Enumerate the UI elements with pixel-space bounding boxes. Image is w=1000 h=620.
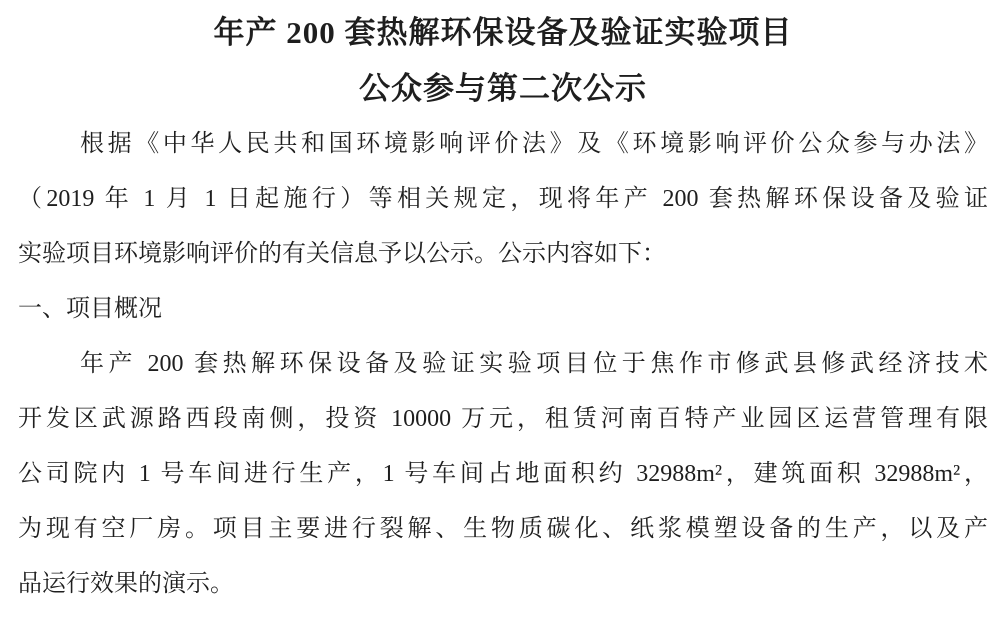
paragraph1-line-2: （2019 年 1 月 1 日起施行）等相关规定，现将年产 200 套热解环保设备及验证	[18, 186, 988, 212]
paragraph2-line-4: 为现有空厂房。项目主要进行裂解、生物质碳化、纸浆模塑设备的生产，以及产	[18, 516, 988, 542]
document-title-line-2: 公众参与第二次公示	[359, 71, 647, 106]
section1-heading: 一、项目概况	[18, 296, 162, 322]
paragraph2-line-3: 公司院内 1 号车间进行生产，1 号车间占地面积约 32988m²，建筑面积 32988m²，	[18, 461, 988, 487]
document-title-line-1: 年产 200 套热解环保设备及验证实验项目	[213, 15, 793, 50]
paragraph2-line-2: 开发区武源路西段南侧，投资 10000 万元，租赁河南百特产业园区运营管理有限	[18, 406, 988, 432]
paragraph2-line-1: 年产 200 套热解环保设备及验证实验项目位于焦作市修武县修武经济技术	[80, 351, 988, 377]
paragraph2-line-5: 品运行效果的演示。	[18, 571, 234, 597]
paragraph1-line-1: 根据《中华人民共和国环境影响评价法》及《环境影响评价公众参与办法》	[80, 131, 988, 157]
paragraph1-line-3: 实验项目环境影响评价的有关信息予以公示。公示内容如下：	[18, 241, 666, 267]
